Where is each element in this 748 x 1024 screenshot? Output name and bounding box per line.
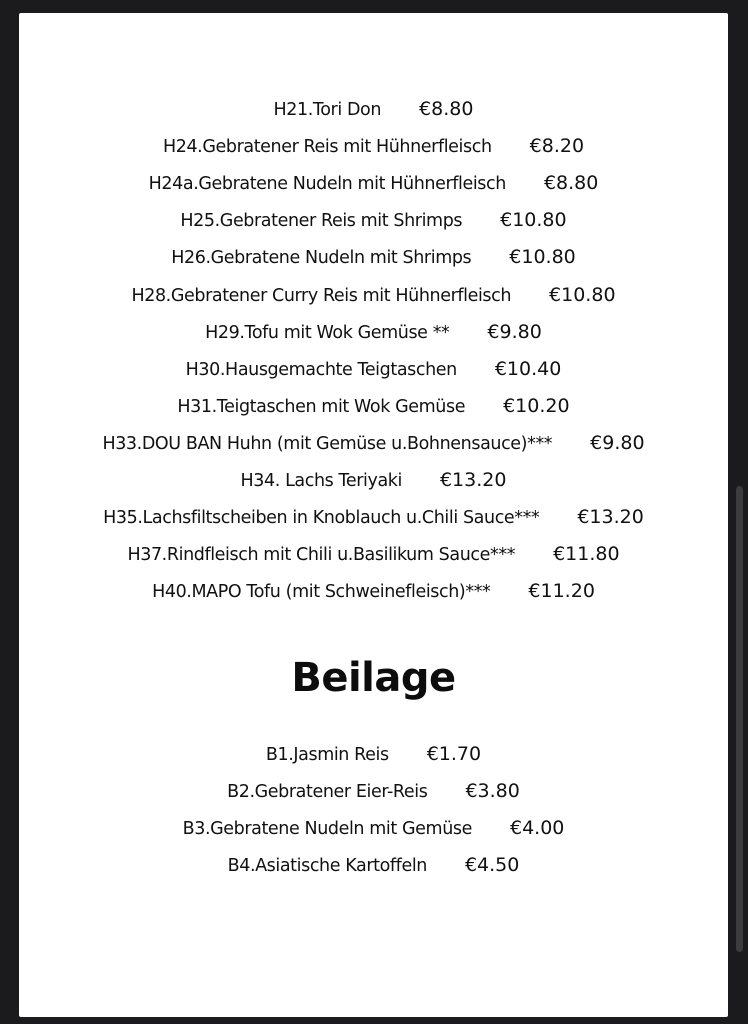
menu-item-price: €4.50 xyxy=(464,854,520,876)
menu-item-name: H28.Gebratener Curry Reis mit Hühnerfleisch xyxy=(131,286,512,306)
menu-item-price: €9.80 xyxy=(487,321,542,343)
menu-item-h31 xyxy=(19,394,728,419)
menu-item-name: H37.Rindfleisch mit Chili u.Basilikum Sauce*** xyxy=(127,545,516,565)
menu-item-price: €9.80 xyxy=(590,432,645,454)
menu-item-h33 xyxy=(19,431,728,456)
menu-item-name: H35.Lachsfiltscheiben in Knoblauch u.Chili Sauce*** xyxy=(103,508,540,528)
section-title-beilage: Beilage xyxy=(291,655,456,701)
menu-item-price: €8.20 xyxy=(529,135,585,157)
menu-item-name: H31.Teigtaschen mit Wok Gemüse xyxy=(177,397,466,417)
menu-item-h21 xyxy=(19,97,728,122)
menu-item-h29 xyxy=(19,320,728,345)
menu-item-price: €4.00 xyxy=(509,817,565,839)
menu-item-b3 xyxy=(19,816,728,841)
menu-item-name: H26.Gebratene Nudeln mit Shrimps xyxy=(171,248,472,268)
menu-item-name: H34. Lachs Teriyaki xyxy=(240,471,402,491)
menu-item-h40 xyxy=(19,579,728,604)
menu-item-name: H40.MAPO Tofu (mit Schweinefleisch)*** xyxy=(152,582,491,602)
menu-item-name: B2.Gebratener Eier-Reis xyxy=(227,782,428,802)
menu-item-name: H33.DOU BAN Huhn (mit Gemüse u.Bohnensauce)*** xyxy=(102,434,553,454)
menu-item-h35 xyxy=(19,505,728,530)
menu-item-name: H30.Hausgemachte Teigtaschen xyxy=(185,360,457,380)
menu-item-price: €10.20 xyxy=(503,395,570,417)
menu-page xyxy=(19,13,728,1017)
menu-item-h26 xyxy=(19,245,728,270)
menu-item-price: €10.80 xyxy=(549,284,616,306)
menu-item-h25 xyxy=(19,208,728,233)
menu-item-b2 xyxy=(19,779,728,804)
menu-item-name: H25.Gebratener Reis mit Shrimps xyxy=(180,211,463,231)
menu-item-b4 xyxy=(19,853,728,878)
menu-item-b1 xyxy=(19,742,728,767)
menu-item-price: €11.80 xyxy=(553,543,620,565)
menu-item-price: €11.20 xyxy=(528,580,595,602)
menu-item-price: €8.80 xyxy=(419,98,474,120)
menu-item-name: H29.Tofu mit Wok Gemüse ** xyxy=(205,323,450,343)
vertical-scrollbar[interactable] xyxy=(736,486,743,952)
menu-item-price: €10.80 xyxy=(500,209,567,231)
menu-item-h28 xyxy=(19,283,728,308)
menu-item-name: H24.Gebratener Reis mit Hühnerfleisch xyxy=(162,137,492,157)
menu-item-h34 xyxy=(19,468,728,493)
menu-item-price: €3.80 xyxy=(465,780,520,802)
menu-item-name: B3.Gebratene Nudeln mit Gemüse xyxy=(182,819,472,839)
menu-item-price: €1.70 xyxy=(426,743,482,765)
menu-item-h30 xyxy=(19,357,728,382)
menu-item-name: B4.Asiatische Kartoffeln xyxy=(227,856,427,876)
menu-item-h24a xyxy=(19,171,728,196)
menu-item-h24 xyxy=(19,134,728,159)
menu-item-price: €10.40 xyxy=(494,358,562,380)
menu-item-h37 xyxy=(19,542,728,567)
menu-item-price: €13.20 xyxy=(577,506,644,528)
menu-item-price: €13.20 xyxy=(439,469,507,491)
menu-item-name: H21.Tori Don xyxy=(273,100,382,120)
menu-item-price: €10.80 xyxy=(509,246,576,268)
menu-item-price: €8.80 xyxy=(543,172,599,194)
menu-item-name: H24a.Gebratene Nudeln mit Hühnerfleisch xyxy=(148,174,506,194)
menu-item-name: B1.Jasmin Reis xyxy=(265,745,389,765)
